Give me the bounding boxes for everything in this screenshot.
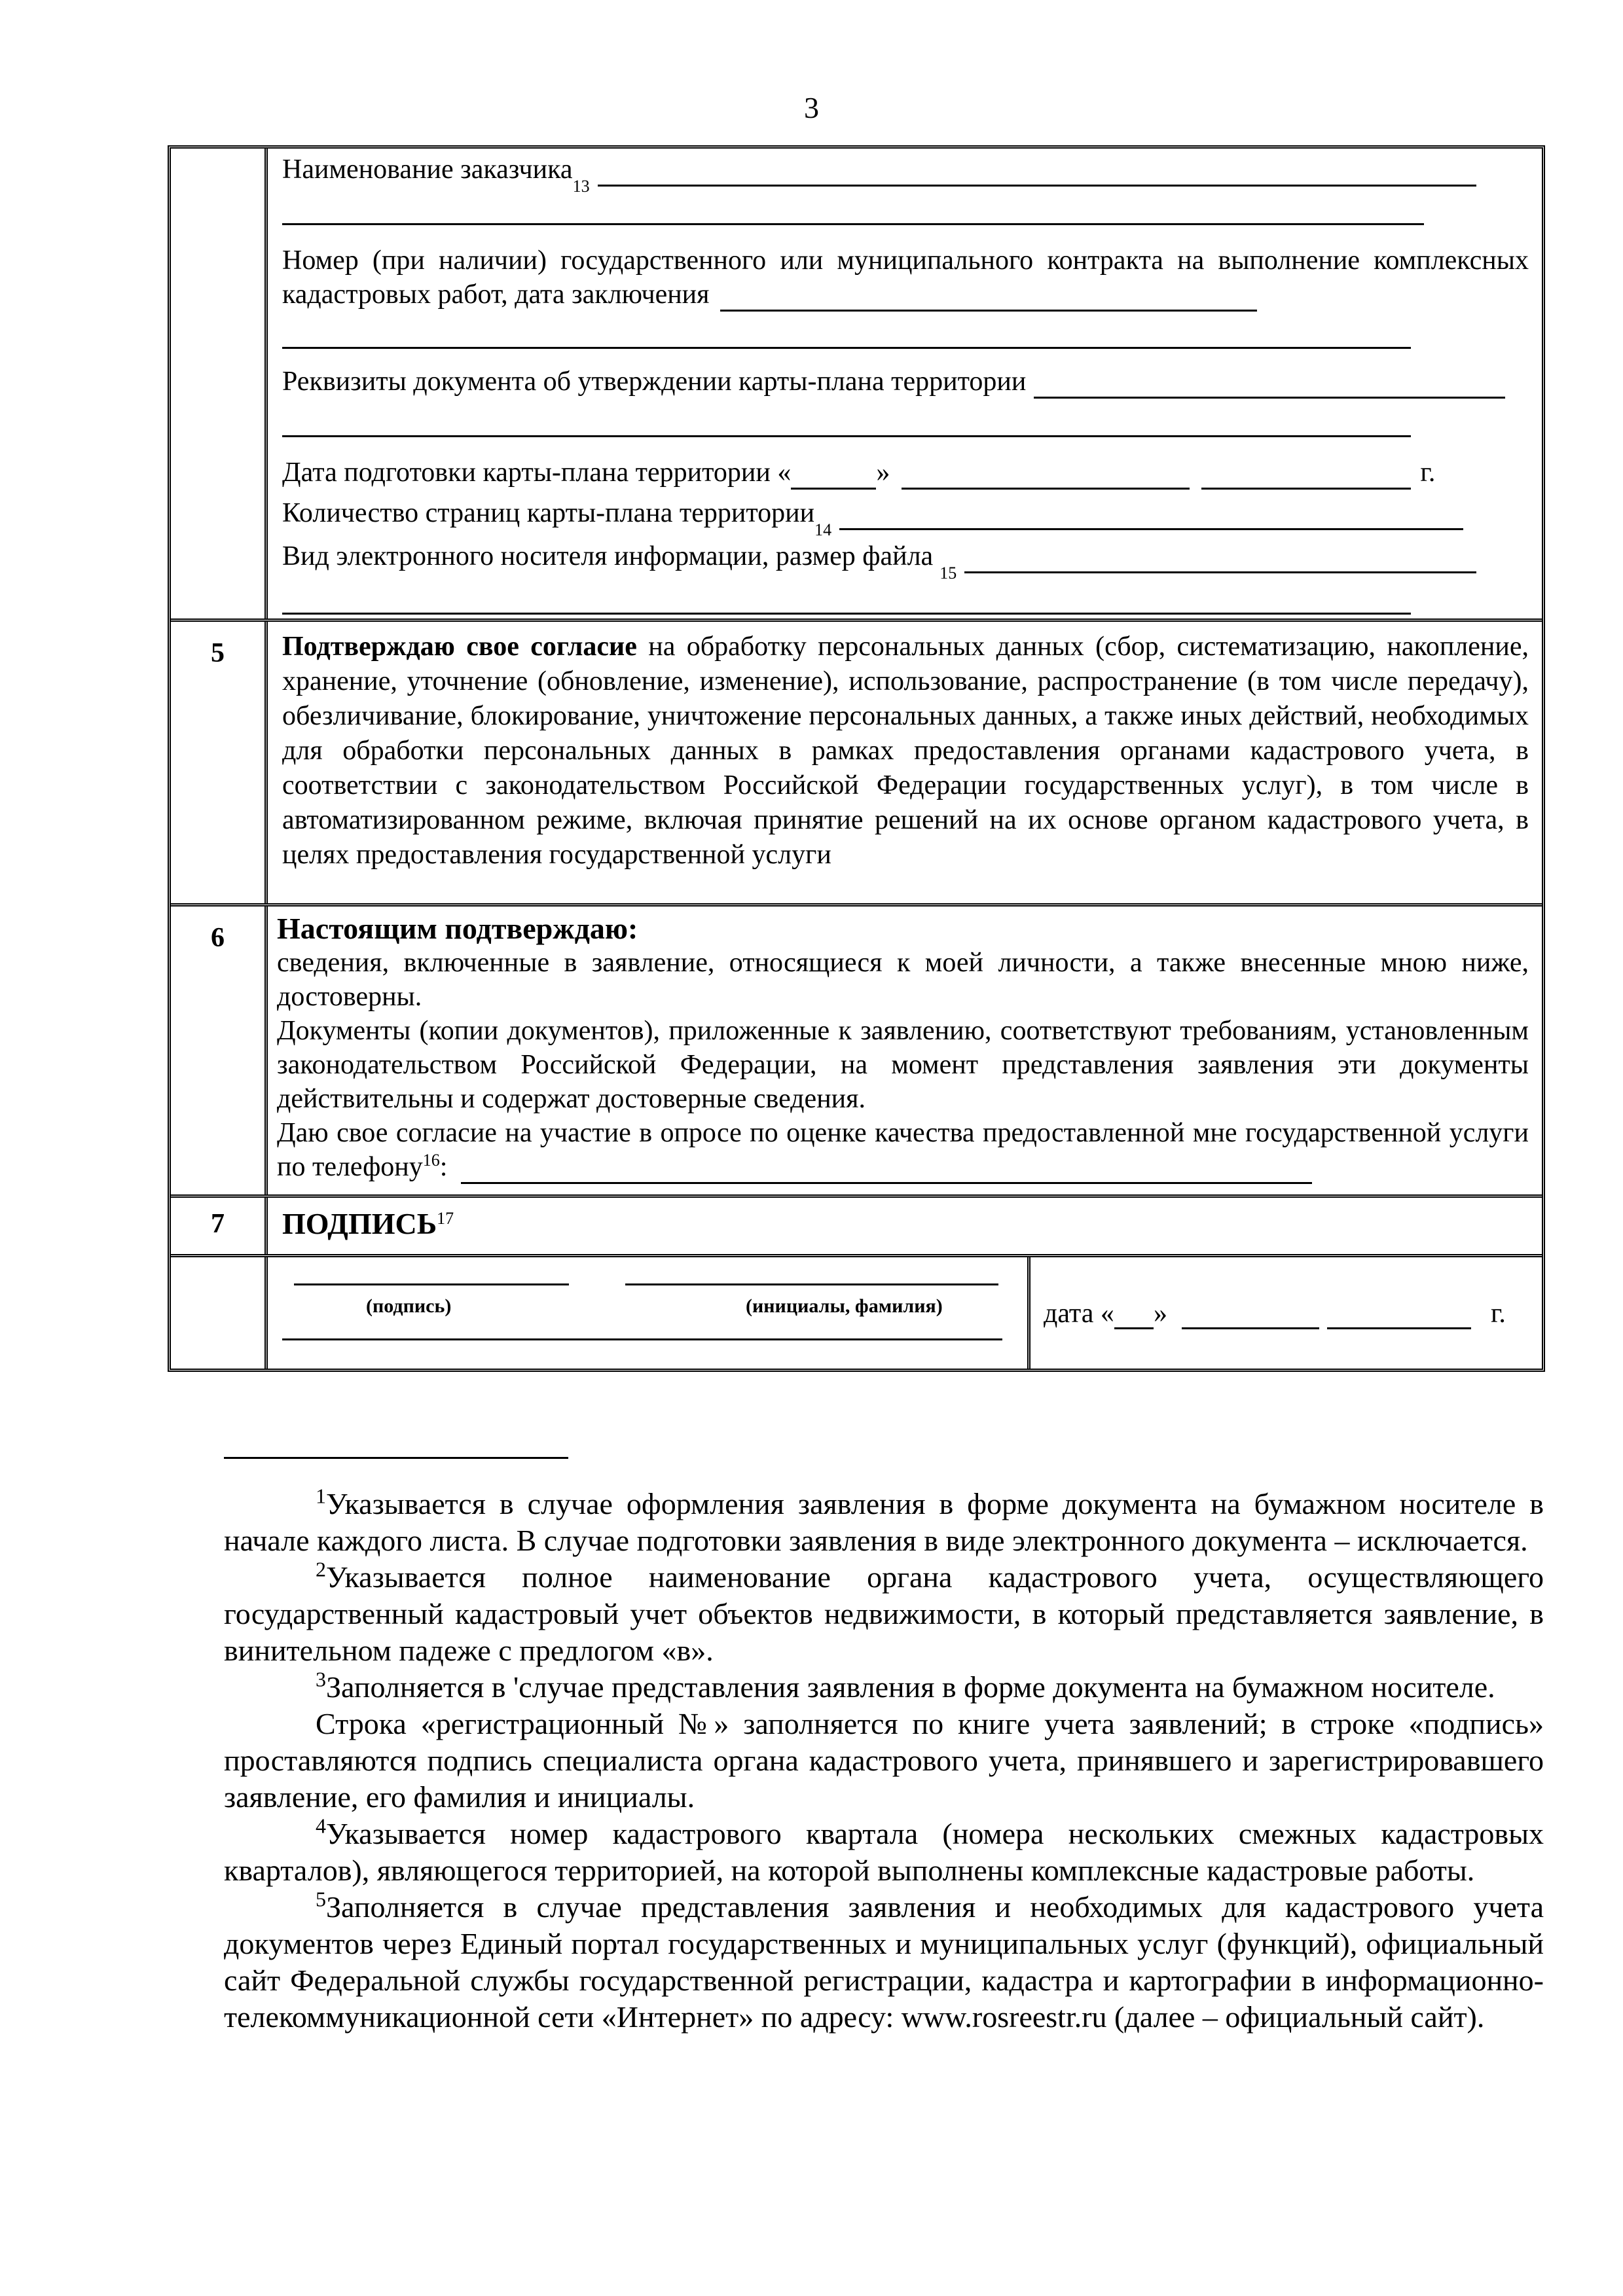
prep-date-month-input[interactable] (902, 463, 1190, 490)
contract-input-line[interactable] (720, 285, 1257, 312)
footnote-mark-4: 4 (316, 1814, 326, 1838)
media-field: Вид электронного носителя информации, размер файла 15 (282, 539, 1529, 573)
customer-field: Наименование заказчика 13 (282, 152, 1529, 187)
signature-date-cell (1030, 1257, 1542, 1369)
date-year-suffix: г. (1490, 1299, 1506, 1329)
pages-count-field: Количество страниц карты-плана территории 14 (282, 496, 1529, 530)
prep-date-day-input[interactable] (791, 463, 876, 490)
row-confirmation (171, 903, 1542, 1194)
footnote-1 (224, 1486, 1544, 1559)
pages-count-label: Количество страниц карты-плана территории (282, 498, 815, 528)
customer-input-line[interactable] (598, 160, 1476, 187)
phone-survey-text: Даю свое согласие на участие в опросе по оценке качества предоставленной мне государственной услуги по телефону (277, 1118, 1529, 1182)
contract-field (282, 243, 1529, 312)
consent-bold-lead: Подтверждаю свое согласие (282, 632, 637, 662)
phone-survey-consent (277, 1116, 1529, 1184)
date-prefix: дата « (1044, 1299, 1114, 1329)
media-label: Вид электронного носителя информации, размер файла (282, 541, 934, 571)
row-signature-fields (171, 1254, 1542, 1369)
footnote-text-5: Заполняется в случае представления заявления и необходимых для кадастрового учета документов через Единый портал государственных и муниципальных услуг (функций), официальный сайт Федеральной службы государственной регистрации, кадастра и картографии в информационно-телекоммуникационной сети «Интернет» по адресу: www.rosreestr.ru (далее – официальный сайт). (224, 1890, 1544, 2034)
application-form-table (168, 145, 1545, 1372)
signature-heading-cell (268, 1198, 1542, 1254)
footnote-2 (224, 1559, 1544, 1669)
prep-date-label: Дата подготовки карты-плана территории « (282, 457, 792, 488)
signature-caption: (подпись) (366, 1295, 452, 1317)
contract-label: Номер (при наличии) государственного или муниципального контракта на выполнение комплексных кадастровых работ, дата заключения (282, 245, 1529, 310)
footnote-4 (224, 1816, 1544, 1889)
footnote-separator (224, 1457, 568, 1459)
customer-input-line-2[interactable] (282, 201, 1424, 225)
consent-text: на обработку персональных данных (сбор, систематизацию, накопление, хранение, уточнение (обновление, изменение), использование, распространение (в том числе передачу), обезличивание, блокирование, уничтожение персональных данных, а также иных действий, необходимых для обработки персональных данных в рамках предоставления органами кадастрового учета, в соответствии с законодательством Российской Федерации государственных услуг), в том числе в автоматизированном режиме, включая принятие решений на их основе органом кадастрового учета, в целях предоставления государственной услуги (282, 632, 1529, 870)
confirmation-para-1: сведения, включенные в заявление, относящиеся к моей личности, а также внесенные мною ниже, достоверны. (277, 948, 1529, 1012)
footnote-mark-2: 2 (316, 1557, 326, 1581)
signature-bottom-line (282, 1338, 1002, 1340)
footnote-text-3b: Строка «регистрационный №» заполняется по книге учета заявлений; в строке «подпись» проставляются подпись специалиста органа кадастрового учета, принявшего и зарегистрировавшего заявление, его фамилия и инициалы. (224, 1707, 1544, 1814)
row-number-empty (171, 149, 268, 619)
prep-date-field (282, 456, 1529, 490)
signature-date-field (1044, 1298, 1506, 1329)
confirmation-para-2: Документы (копии документов), приложенные к заявлению, соответствуют требованиям, установленным законодательством Российской Федерации, на момент представления заявления эти документы действительны и содержат достоверные сведения. (277, 1016, 1529, 1114)
footnote-text-1: Указывается в случае оформления заявления в форме документа на бумажном носителе в начале каждого листа. В случае подготовки заявления в виде электронного документа – исключается. (224, 1487, 1544, 1557)
prep-date-year-suffix: г. (1420, 457, 1436, 488)
page-number: 3 (804, 91, 819, 124)
name-input-line[interactable] (625, 1283, 998, 1285)
approval-doc-input-line-2[interactable] (282, 413, 1411, 437)
date-month-input[interactable] (1182, 1308, 1319, 1329)
name-caption: (инициалы, фамилия) (746, 1295, 943, 1317)
footnote-mark-5: 5 (316, 1887, 326, 1911)
phone-survey-colon: : (439, 1152, 448, 1182)
date-day-input[interactable] (1114, 1308, 1154, 1329)
footnotes (224, 1486, 1544, 2036)
footnote-mark-3: 3 (316, 1667, 326, 1691)
footnote-text-2: Указывается полное наименование органа кадастрового учета, осуществляющего государственный кадастровый учет объектов недвижимости, в который представляется заявление, в винительном падеже с предлогом «в». (224, 1560, 1544, 1667)
row-customer-details (171, 149, 1542, 619)
footnote-ref-17: 17 (437, 1209, 454, 1228)
media-input-line-2[interactable] (282, 590, 1411, 615)
row-number-empty-2 (171, 1257, 268, 1369)
media-input-line[interactable] (964, 547, 1476, 573)
customer-label: Наименование заказчика (282, 154, 573, 185)
signature-input-line[interactable] (294, 1283, 569, 1285)
contract-input-line-2[interactable] (282, 325, 1411, 349)
row-signature-heading (171, 1194, 1542, 1254)
prep-date-year-input[interactable] (1201, 463, 1411, 490)
confirmation-block (268, 906, 1542, 1194)
signature-fields (268, 1257, 1542, 1369)
footnote-ref-16: 16 (422, 1151, 440, 1170)
row-number-7: 7 (171, 1198, 268, 1254)
footnote-text-3: Заполняется в 'случае представления заявления в форме документа на бумажном носителе. (326, 1670, 1495, 1704)
footnote-mark-1: 1 (316, 1484, 326, 1508)
confirmation-heading: Настоящим подтверждаю: (277, 912, 638, 945)
date-year-input[interactable] (1327, 1308, 1471, 1329)
signature-heading: ПОДПИСЬ (282, 1207, 437, 1240)
approval-doc-input-line[interactable] (1034, 372, 1505, 399)
footnote-5 (224, 1889, 1544, 2036)
prep-date-quote: » (876, 457, 890, 488)
phone-input-line[interactable] (461, 1162, 1312, 1184)
approval-doc-field (282, 365, 1529, 399)
consent-text-block (268, 622, 1542, 903)
row-number-6: 6 (171, 906, 268, 1194)
date-quote: » (1153, 1299, 1167, 1329)
footnote-text-4: Указывается номер кадастрового квартала (номера нескольких смежных кадастровых кварталов), являющегося территорией, на которой выполнены комплексные кадастровые работы. (224, 1817, 1544, 1887)
row-consent (171, 619, 1542, 903)
approval-doc-label: Реквизиты документа об утверждении карты-плана территории (282, 367, 1027, 397)
footnote-3 (224, 1669, 1544, 1706)
pages-count-input-line[interactable] (839, 503, 1463, 530)
signature-name-cell (268, 1257, 1030, 1369)
customer-details-block (268, 149, 1542, 619)
row-number-5: 5 (171, 622, 268, 903)
footnote-3-continued (224, 1706, 1544, 1816)
